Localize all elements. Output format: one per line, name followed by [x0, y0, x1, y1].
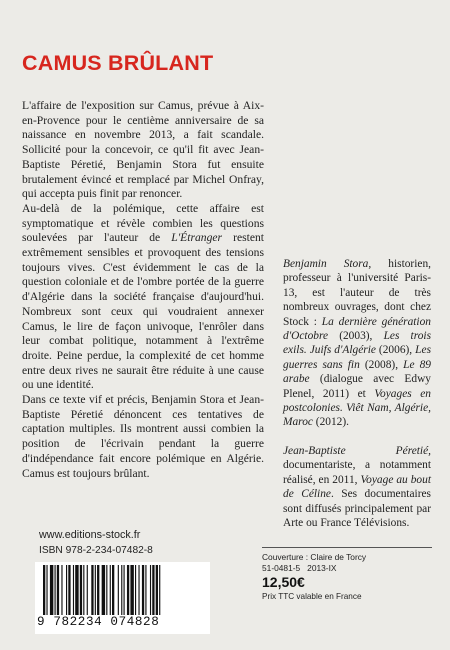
author-bio-peretie: Jean-Baptiste Péretié, documentariste, a notamment réalisé, en 2011, Voyage au bout de Céline. Ses documentaires sont diffusés principalement par Arte ou France Télévisions.: [283, 444, 431, 529]
barcode-bar: [97, 565, 99, 615]
barcode-bar: [124, 565, 125, 615]
blurb: [22, 99, 264, 481]
price-note: Prix TTC valable en France: [262, 592, 362, 601]
barcode-bar: [91, 565, 93, 615]
blurb-paragraph-3: Dans ce texte vif et précis, Benjamin Stora et Jean-Baptiste Péretié dénoncent ces tentatives de captation multiples. Ils montrent aussi combien la position de l'écrivain pendant la guerre d'indépendance fait encore polémique en Algérie. Camus est toujours brûlant.: [22, 393, 264, 480]
barcode-bar: [142, 565, 144, 615]
barcode-bars: [43, 565, 201, 617]
author-bio-stora: Benjamin Stora, historien, professeur à l'université Paris-13, est l'auteur de très nombreux ouvrages, dont chez Stock : La dernière génération d'Octobre (2003), Les trois exils. Juifs d'Algérie (2006), Les guerres sans fin (2008), Le 89 arabe (dialogue avec Edwy Plenel, 2011) et Voyages en postcolonies. Viêt Nam, Algérie, Maroc (2012).: [283, 258, 431, 429]
barcode-bar: [156, 565, 158, 615]
barcode-bar: [127, 565, 129, 615]
barcode-bar: [73, 565, 74, 615]
barcode-bar: [87, 565, 88, 615]
publisher-website: www.editions-stock.fr: [39, 529, 141, 541]
barcode-bar: [135, 565, 136, 615]
barcode: [35, 562, 210, 634]
barcode-bar: [130, 565, 133, 615]
barcode-bar: [145, 565, 146, 615]
author-bios: [283, 257, 431, 530]
divider-line: [262, 547, 432, 548]
blurb-paragraph-2: Au-delà de la polémique, cette affaire est symptomatique et révèle combien les questions soulevées par l'auteur de L'Étranger restent extrêmement sensibles et provoquent des tensions toujours vives. C'est évidemment le cas de la question coloniale et de l'ombre portée de la guerre d'Algérie dans la société française d'aujourd'hui. Nombreux sont ceux qui voudraient annexer Camus, le lire de façon univoque, l'enrôler dans leur combat politique, notamment à l'extrême droite. Peine perdue, la complexité de cet homme entre deux rives ne saurait être réduite à une cause ou une identité.: [22, 201, 264, 392]
barcode-digits: 9 782234 074828: [37, 615, 160, 629]
barcode-bar: [138, 565, 139, 615]
barcode-bar: [118, 565, 119, 615]
barcode-bar: [121, 565, 122, 615]
blurb-paragraph-1: L'affaire de l'exposition sur Camus, prévue à Aix-en-Provence pour le centième anniversaire de sa naissance en novembre 2013, a fait scandale. Sollicité pour la concevoir, ce qu'il fit avec Jean-Baptiste Péretié, Benjamin Stora fut ensuite brutalement évincé et remplacé par Michel Onfray, qui accepta puis finit par renoncer.: [22, 99, 264, 201]
barcode-bar: [110, 565, 111, 615]
barcode-bar: [57, 565, 59, 615]
barcode-bar: [150, 565, 151, 615]
barcode-bar: [83, 565, 84, 615]
barcode-bar: [159, 565, 160, 615]
barcode-bar: [68, 565, 70, 615]
barcode-bar: [43, 565, 45, 615]
barcode-bar: [61, 565, 62, 615]
book-title: CAMUS BRÛLANT: [22, 51, 214, 75]
barcode-bar: [55, 565, 56, 615]
price: 12,50€: [262, 574, 305, 590]
barcode-bar: [152, 565, 154, 615]
barcode-bar: [50, 565, 53, 615]
barcode-bar: [66, 565, 67, 615]
barcode-bar: [112, 565, 114, 615]
barcode-bar: [80, 565, 82, 615]
reference-code: 51-0481-5 2013-IX: [262, 563, 337, 573]
barcode-bar: [46, 565, 47, 615]
barcode-bar: [102, 565, 105, 615]
barcode-bar: [95, 565, 96, 615]
isbn: ISBN 978-2-234-07482-8: [39, 545, 153, 556]
cover-credit: Couverture : Claire de Torcy: [262, 552, 367, 562]
barcode-bar: [106, 565, 107, 615]
barcode-bar: [75, 565, 78, 615]
